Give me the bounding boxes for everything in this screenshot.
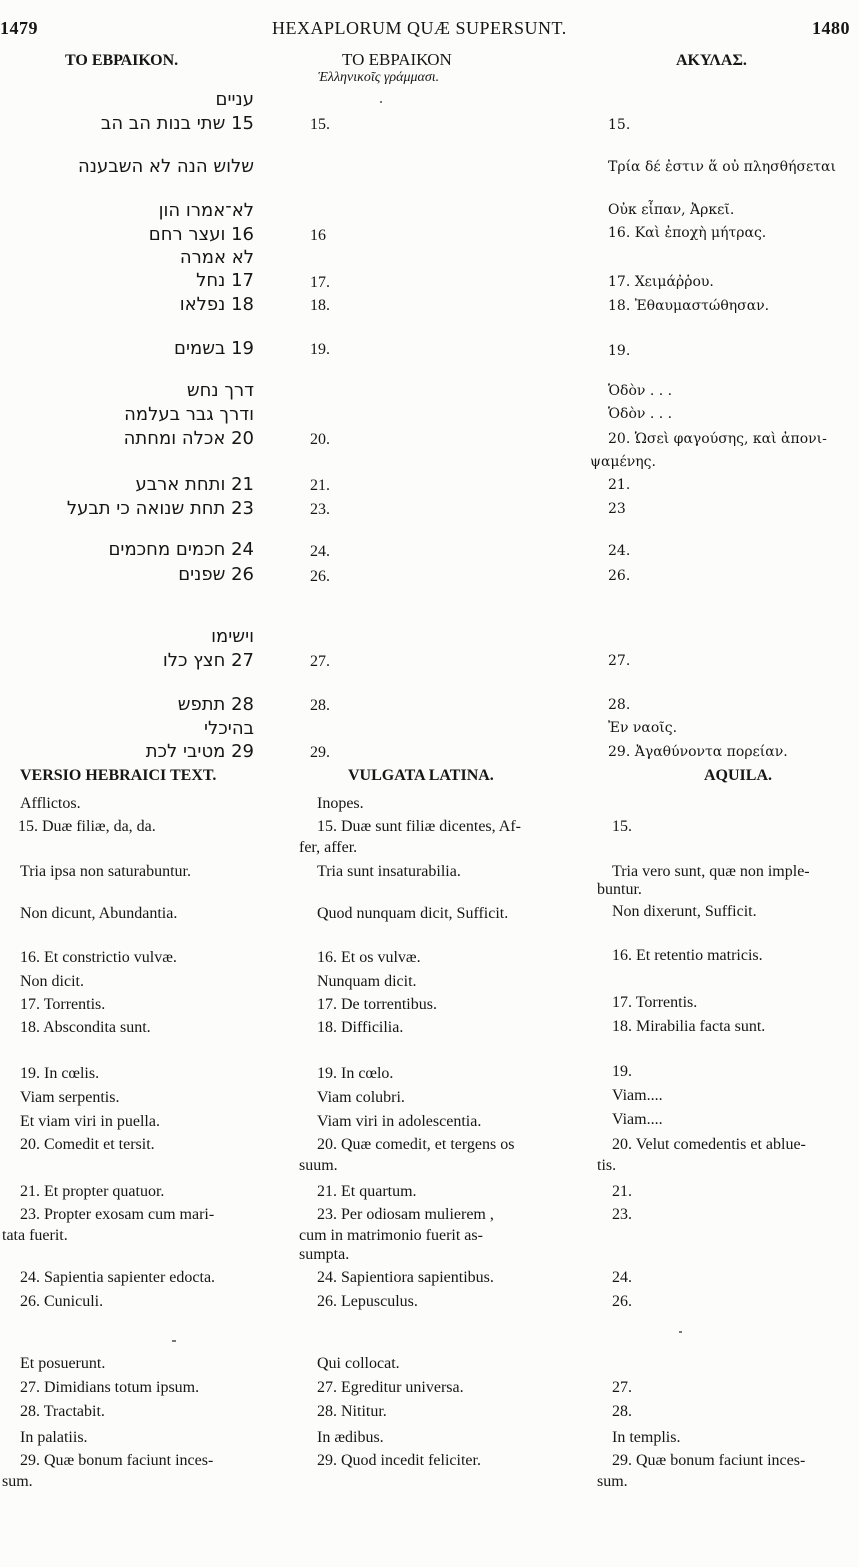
vulgata-line: 24. Sapientiora sapientibus. — [317, 1269, 494, 1286]
hebrew-line: 18 נפלאו — [179, 294, 254, 315]
versio-line: 17. Torrentis. — [20, 996, 106, 1013]
versio-line: sum. — [2, 1473, 33, 1490]
hebrew-line: 23 תחת שנואה כי תבעל — [66, 498, 254, 519]
stray-mark — [380, 101, 382, 103]
versio-line: 28. Tractabit. — [20, 1403, 105, 1420]
aquila-latin-line: 20. Velut comedentis et ablue- — [612, 1136, 806, 1153]
vulgata-line: cum in matrimonio fuerit as- — [299, 1227, 483, 1244]
greek-line: 20. Ὡσεὶ φαγούσης, καὶ ἀπονι- — [608, 431, 827, 447]
hebrew-line: 16 ועצר רחם — [148, 224, 254, 245]
vulgata-line: fer, affer. — [299, 839, 358, 856]
versio-line: 24. Sapientia sapienter edocta. — [20, 1269, 216, 1286]
aquila-latin-line: tis. — [597, 1157, 617, 1174]
versio-line: Afflictos. — [20, 795, 81, 812]
versio-line: 27. Dimidians totum ipsum. — [20, 1379, 200, 1396]
hebrew-line: לא־אמרו הון — [158, 200, 254, 221]
aquila-latin-line: 28. — [612, 1403, 632, 1420]
aquila-latin-line: Non dixerunt, Sufficit. — [612, 903, 757, 920]
vulgata-line: 21. Et quartum. — [317, 1183, 417, 1200]
versio-line: 29. Quæ bonum faciunt inces- — [20, 1452, 214, 1469]
translit-verse-number: 21. — [310, 477, 330, 494]
greek-line: Ἐν ναοῖς. — [608, 720, 678, 736]
versio-line: In palatiis. — [20, 1429, 88, 1446]
aquila-latin-line: Viam.... — [612, 1087, 663, 1104]
greek-line: 27. — [608, 653, 631, 669]
greek-line: 21. — [608, 477, 631, 493]
vulgata-line: 28. Nititur. — [317, 1403, 387, 1420]
versio-line: Et viam viri in puella. — [20, 1113, 160, 1130]
hebrew-line: 17 נחל — [196, 270, 254, 291]
versio-line: Non dicunt, Abundantia. — [20, 905, 178, 922]
greek-line: 19. — [608, 343, 631, 359]
column-header-aquila-latin: AQUILA. — [704, 767, 773, 784]
aquila-latin-line: 19. — [612, 1063, 632, 1080]
hebrew-line: ודרך גבר בעלמה — [124, 404, 254, 425]
aquila-latin-line: Viam.... — [612, 1111, 663, 1128]
versio-line: Non dicit. — [20, 973, 84, 990]
versio-line: Et posuerunt. — [20, 1355, 106, 1372]
hebrew-line: שלוש הנה לא השבענה — [78, 156, 254, 177]
versio-line: 15. Duæ filiæ, da, da. — [18, 818, 156, 835]
hebrew-line: דרך נחש — [186, 380, 254, 401]
column-header-hebrew: ΤΟ ΕΒΡΑΙΚΟΝ. — [65, 52, 179, 69]
greek-line: Ὁδὸν . . . — [608, 383, 673, 399]
translit-verse-number: 16 — [310, 227, 326, 244]
versio-line: 23. Propter exosam cum mari- — [20, 1206, 215, 1223]
versio-line: 18. Abscondita sunt. — [20, 1019, 151, 1036]
vulgata-line: Viam colubri. — [317, 1089, 405, 1106]
greek-line: 23 — [608, 501, 626, 517]
column-subheader-transliterated: Ἑλληνικοῖς γράμμασι. — [318, 70, 440, 85]
greek-line: 17. Χειμάῤῥου. — [608, 274, 714, 290]
column-header-vulgata: VULGATA LATINA. — [348, 767, 494, 784]
translit-verse-number: 20. — [310, 431, 330, 448]
vulgata-line: In ædibus. — [317, 1429, 384, 1446]
greek-line: 29. Ἀγαθύνοντα πορείαν. — [608, 744, 788, 760]
versio-line: 19. In cœlis. — [20, 1065, 100, 1082]
hebrew-line: 27 חצץ כלו — [162, 650, 254, 671]
greek-line: Οὐκ εἶπαν, Ἀρκεῖ. — [608, 202, 735, 218]
hebrew-line: 21 ותחת ארבע — [135, 474, 254, 495]
greek-line: 26. — [608, 568, 631, 584]
hebrew-line: 24 חכמים מחכמים — [108, 539, 254, 560]
aquila-latin-line: sum. — [597, 1473, 628, 1490]
stray-mark — [172, 1340, 176, 1342]
hebrew-line: 26 שפנים — [178, 564, 254, 585]
aquila-latin-line: 24. — [612, 1269, 632, 1286]
vulgata-line: suum. — [299, 1157, 338, 1174]
hebrew-line: 20 אכלה ומחתה — [123, 428, 254, 449]
greek-line: 16. Καὶ ἐποχὴ μήτρας. — [608, 225, 767, 241]
vulgata-line: 29. Quod incedit feliciter. — [317, 1452, 481, 1469]
hebrew-line: עניים — [215, 89, 254, 110]
translit-verse-number: 26. — [310, 568, 330, 585]
greek-line: 15. — [608, 117, 631, 133]
translit-verse-number: 24. — [310, 543, 330, 560]
vulgata-line: Inopes. — [317, 795, 364, 812]
greek-line: Ὁδὸν . . . — [608, 406, 673, 422]
versio-line: 21. Et propter quatuor. — [20, 1183, 165, 1200]
translit-verse-number: 28. — [310, 697, 330, 714]
aquila-latin-line: 29. Quæ bonum faciunt inces- — [612, 1452, 806, 1469]
vulgata-line: 27. Egreditur universa. — [317, 1379, 464, 1396]
aquila-latin-line: 23. — [612, 1206, 632, 1223]
aquila-latin-line: 16. Et retentio matricis. — [612, 947, 763, 964]
hebrew-line: 29 מטיבי לכת — [145, 741, 254, 762]
versio-line: tata fuerit. — [2, 1227, 68, 1244]
greek-line: 24. — [608, 543, 631, 559]
column-header-transliterated: ΤΟ ΕΒΡΑΙΚΟΝ — [342, 50, 452, 69]
hebrew-line: 15 שתי בנות הב הב — [100, 113, 254, 134]
vulgata-line: sumpta. — [299, 1246, 350, 1263]
versio-line: 20. Comedit et tersit. — [20, 1136, 155, 1153]
aquila-latin-line: buntur. — [597, 881, 642, 898]
vulgata-line: 23. Per odiosam mulierem , — [317, 1206, 494, 1223]
vulgata-line: Nunquam dicit. — [317, 973, 417, 990]
column-header-aquila-greek: ΑΚΥΛΑΣ. — [676, 52, 747, 69]
page-number-left: 1479 — [0, 18, 38, 38]
vulgata-line: Qui collocat. — [317, 1355, 400, 1372]
translit-verse-number: 29. — [310, 744, 330, 761]
aquila-latin-line: 18. Mirabilia facta sunt. — [612, 1018, 766, 1035]
aquila-latin-line: 15. — [612, 818, 632, 835]
vulgata-line: 18. Difficilia. — [317, 1019, 404, 1036]
translit-verse-number: 18. — [310, 297, 330, 314]
vulgata-line: 16. Et os vulvæ. — [317, 949, 421, 966]
translit-verse-number: 27. — [310, 653, 330, 670]
vulgata-line: 15. Duæ sunt filiæ dicentes, Af- — [317, 818, 521, 835]
vulgata-line: 20. Quæ comedit, et tergens os — [317, 1136, 515, 1153]
versio-line: Tria ipsa non saturabuntur. — [20, 863, 191, 880]
aquila-latin-line: In templis. — [612, 1429, 681, 1446]
vulgata-line: 26. Lepusculus. — [317, 1293, 418, 1310]
vulgata-line: Tria sunt insaturabilia. — [317, 863, 461, 880]
greek-line: ψαμένης. — [590, 454, 656, 470]
stray-mark — [679, 1331, 682, 1333]
aquila-latin-line: 17. Torrentis. — [612, 994, 698, 1011]
vulgata-line: Viam viri in adolescentia. — [317, 1113, 482, 1130]
aquila-latin-line: 27. — [612, 1379, 632, 1396]
running-title: HEXAPLORUM QUÆ SUPERSUNT. — [272, 18, 567, 38]
translit-verse-number: 19. — [310, 341, 330, 358]
hebrew-line: 19 בשמים — [174, 338, 254, 359]
column-header-versio: VERSIO HEBRAICI TEXT. — [20, 767, 217, 784]
versio-line: 26. Cuniculi. — [20, 1293, 104, 1310]
hebrew-line: לא אמרה — [179, 247, 254, 268]
vulgata-line: 17. De torrentibus. — [317, 996, 437, 1013]
aquila-latin-line: 21. — [612, 1183, 632, 1200]
aquila-latin-line: 26. — [612, 1293, 632, 1310]
vulgata-line: Quod nunquam dicit, Sufficit. — [317, 905, 509, 922]
greek-line: 18. Ἐθαυμαστώθησαν. — [608, 298, 770, 314]
translit-verse-number: 15. — [310, 116, 330, 133]
greek-line: 28. — [608, 697, 631, 713]
hebrew-line: בהיכלי — [204, 718, 254, 739]
versio-line: 16. Et constrictio vulvæ. — [20, 949, 177, 966]
greek-line: Τρία δέ ἐστιν ἅ οὐ πλησθήσεται — [608, 159, 836, 175]
page-number-right: 1480 — [812, 18, 850, 38]
hebrew-line: וישימו — [211, 626, 254, 647]
translit-verse-number: 17. — [310, 274, 330, 291]
versio-line: Viam serpentis. — [20, 1089, 120, 1106]
hebrew-line: 28 תתפש — [177, 694, 254, 715]
aquila-latin-line: Tria vero sunt, quæ non imple- — [612, 863, 810, 880]
translit-verse-number: 23. — [310, 501, 330, 518]
vulgata-line: 19. In cœlo. — [317, 1065, 394, 1082]
